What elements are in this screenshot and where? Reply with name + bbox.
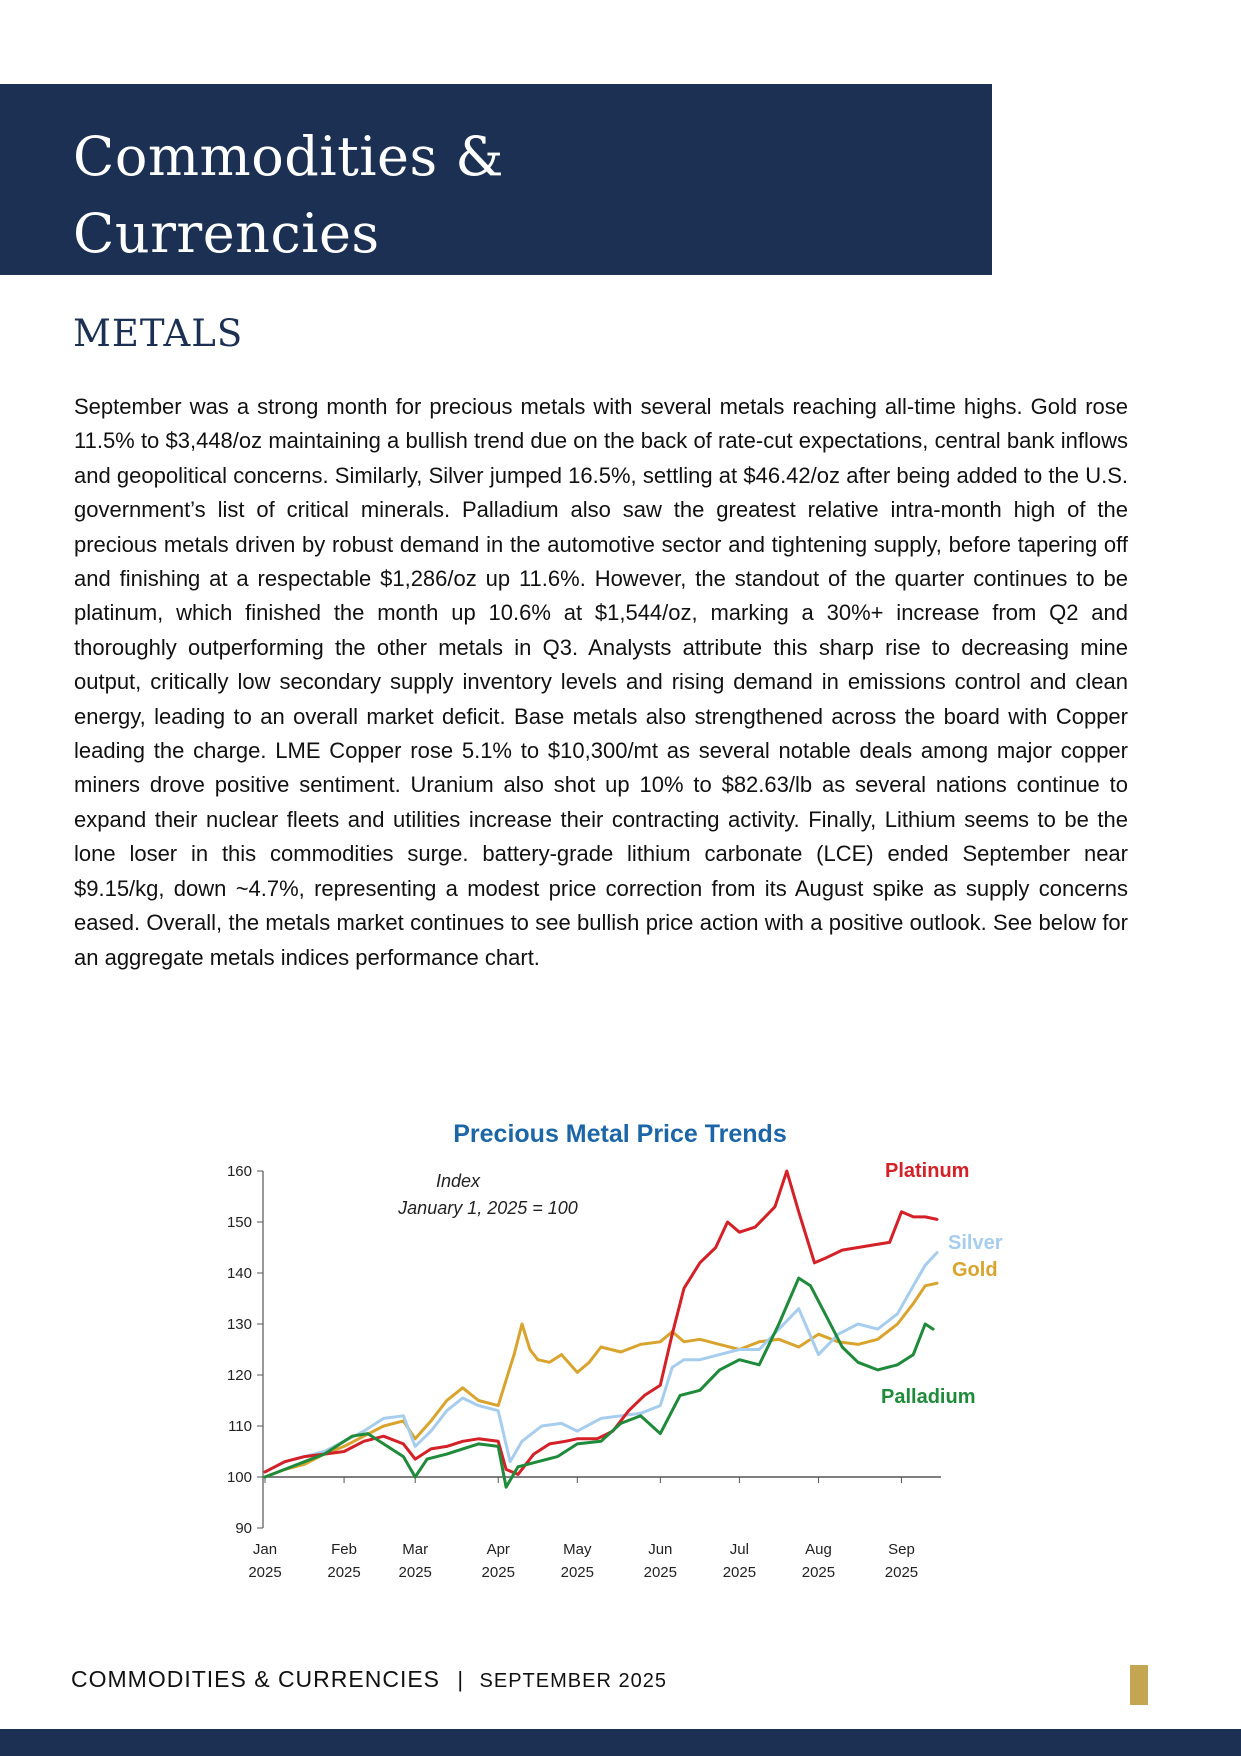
footer-separator: | <box>457 1667 465 1692</box>
x-tick-label-year: 2025 <box>884 1564 919 1581</box>
chart-annotation-line-1: Index <box>435 1171 481 1191</box>
chart-annotation-line-2: January 1, 2025 = 100 <box>398 1198 578 1218</box>
section-heading: METALS <box>73 312 244 355</box>
y-tick-label: 140 <box>226 1265 252 1282</box>
y-tick-label: 150 <box>226 1214 252 1231</box>
x-tick-label-year: 2025 <box>248 1564 282 1581</box>
footer-date: SEPTEMBER 2025 <box>479 1670 667 1692</box>
y-tick-label: 90 <box>235 1520 252 1537</box>
x-tick-label-year: 2025 <box>481 1564 515 1581</box>
series-line-gold <box>265 1283 937 1477</box>
x-tick-label-year: 2025 <box>327 1564 361 1581</box>
y-tick-label: 100 <box>226 1469 252 1486</box>
page-title-line-1: Commodities & <box>73 125 504 188</box>
plot-area <box>227 1163 941 1581</box>
series-line-silver <box>265 1253 937 1472</box>
x-tick-label-month: Sep <box>888 1541 915 1558</box>
x-tick-label-month: Aug <box>805 1541 832 1558</box>
chart-title: Precious Metal Price Trends <box>453 1120 787 1148</box>
x-tick-label-year: 2025 <box>643 1564 678 1581</box>
footer-accent-mark <box>1130 1665 1148 1705</box>
precious-metal-chart <box>200 1105 1020 1595</box>
x-tick-label-month: Jul <box>729 1541 749 1558</box>
x-tick-label-month: Jun <box>648 1541 673 1558</box>
body-paragraph: September was a strong month for precious metals with several metals reaching all-time highs. Gold rose 11.5% to $3,448/oz maintaining a bullish trend due on the back of rate-cut expectations, central bank inflows and geopolitical concerns. Similarly, Silver jumped 16.5%, settling at $46.42/oz after being added to the U.S. government’s list of critical minerals. Palladium also saw the greatest relative intra-month high of the precious metals driven by robust demand in the automotive sector and tightening supply, before tapering off and finishing at a respectable $1,286/oz up 11.6%. However, the standout of the quarter continues to be platinum, which finished the month up 10.6% at $1,544/oz, marking a 30%+ increase from Q2 and thoroughly outperforming the other metals in Q3. Analysts attribute this sharp rise to decreasing mine output, critically low secondary supply inventory levels and rising demand in emissions control and clean energy, leading to an overall market deficit. Base metals also strengthened across the board with Copper leading the charge. LME Copper rose 5.1% to $10,300/mt as several notable deals among major copper miners drove positive sentiment. Uranium also shot up 10% to $82.63/lb as several nations continue to expand their nuclear fleets and utilities increase their contracting activity. Finally, Lithium seems to be the lone loser in this commodities surge. battery-grade lithium carbonate (LCE) ended September near $9.15/kg, down ~4.7%, representing a modest price correction from its August spike as supply concerns eased. Overall, the metals market continues to see bullish price action with a positive outlook. See below for an aggregate metals indices performance chart. <box>74 394 1128 970</box>
series-label-silver: Silver <box>948 1232 1003 1254</box>
x-tick-label-year: 2025 <box>560 1564 594 1581</box>
x-tick-label-year: 2025 <box>398 1564 432 1581</box>
y-tick-label: 160 <box>226 1163 252 1180</box>
y-tick-label: 120 <box>226 1367 252 1384</box>
series-line-palladium <box>265 1278 933 1487</box>
y-tick-label: 130 <box>226 1316 252 1333</box>
x-tick-label-month: Apr <box>486 1541 510 1558</box>
x-tick-label-month: May <box>563 1541 592 1558</box>
footer-section-name: COMMODITIES & CURRENCIES <box>71 1666 441 1692</box>
page-title <box>73 118 773 272</box>
series-label-palladium: Palladium <box>881 1386 976 1408</box>
x-tick-label-month: Mar <box>402 1541 429 1558</box>
x-tick-label-month: Feb <box>331 1541 357 1558</box>
x-tick-label-year: 2025 <box>722 1564 757 1581</box>
page-title-line-2: Currencies <box>73 202 380 265</box>
footer-label <box>71 1666 667 1693</box>
footer-bar <box>0 1729 1241 1756</box>
x-tick-label-month: Jan <box>252 1541 278 1558</box>
x-tick-label-year: 2025 <box>801 1564 836 1581</box>
series-label-platinum: Platinum <box>885 1160 970 1182</box>
y-tick-label: 110 <box>228 1418 252 1435</box>
series-label-gold: Gold <box>952 1259 998 1281</box>
